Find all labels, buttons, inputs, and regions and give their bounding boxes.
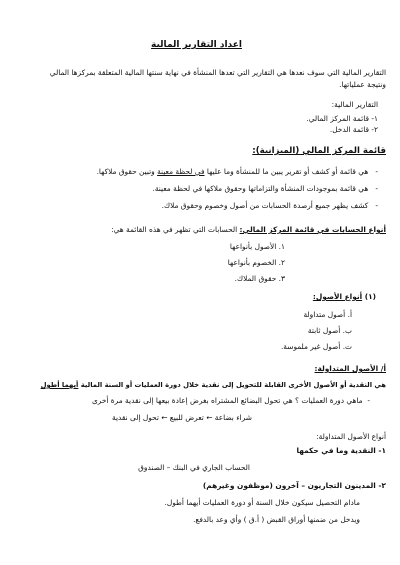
asset-types-title: أنواع الأصول: xyxy=(312,292,363,301)
page-title: اعداد التقارير المالية xyxy=(151,40,242,50)
asset-type-item: أ. أصول متداولة xyxy=(303,310,352,319)
debtors-heading: ٢- المدينون التجاريون – آخرون (موظفون وغيرهم) xyxy=(202,481,386,490)
debtors-line: مادام التحصيل سيكون خلال السنة أو دورة العمليات أيهما أطول. xyxy=(164,498,360,507)
operating-cycle-flow: شراء بضاعة ← تعرض للبيع ← تحول إلى نقدية xyxy=(112,413,252,422)
account-types-heading xyxy=(111,225,386,235)
account-type-item: ١. الأصول بأنواعها xyxy=(229,242,285,251)
asset-type-item: ت. أصول غير ملموسة. xyxy=(280,342,352,351)
bullet-marker: - xyxy=(362,396,370,405)
intro-line-2: ونتيجة عملياتها. xyxy=(339,80,386,89)
cash-detail: الحساب الجاري في البنك – الصندوق xyxy=(138,463,250,472)
bullet-item xyxy=(152,184,378,194)
account-type-item: ٢. الخصوم بأنواعها xyxy=(227,258,285,267)
bullet-marker: - xyxy=(368,167,378,176)
bullet-emphasis: في لحظة معينة xyxy=(157,167,205,176)
bullet-text-end: وتبين حقوق ملاكها. xyxy=(96,167,158,176)
current-assets-types-heading: أنواع الأصول المتداولة: xyxy=(316,432,386,441)
bullet-text: هي قائمة أو كشف أو تقرير يبين ما للمنشأة وما عليها xyxy=(204,167,369,176)
definition-text: هي النقدية أو الأصول الأخرى القابلة للتحويل إلى نقدية خلال دورة العمليات أو السنة المالية xyxy=(78,381,386,389)
balance-sheet-heading: قائمة المركز المالي (الميزانية): xyxy=(252,146,386,156)
cash-heading: ١- النقدية وما في حكمها xyxy=(296,446,386,455)
bullet-text: هي قائمة بموجودات المنشأة والتزاماتها وحقوق ملاكها في لحظة معينة. xyxy=(152,184,369,193)
bullet-marker: - xyxy=(368,184,378,193)
bullet-item xyxy=(97,167,378,177)
intro-line-1: التقارير المالية التي سوف نعدها هي التقارير التي تعدها المنشأة في نهاية سنتها المالية المتعلقة بمركزها المالي xyxy=(49,68,386,77)
account-type-item: ٣. حقوق الملاك. xyxy=(234,274,285,283)
account-types-title: أنواع الحسابات في قائمة المركز المالي: xyxy=(239,225,386,234)
question-text: ماهي دورة العمليات ؟ هي تحول البضائع المشتراه بغرض إعادة بيعها إلى نقدية مرة أخرى xyxy=(91,396,363,405)
debtors-line: ويدخل من ضمنها أوراق القبض ( أ.ق ) وأي وعد بالدفع. xyxy=(193,515,360,524)
bullet-item xyxy=(162,201,378,211)
asset-types-heading xyxy=(313,292,376,302)
asset-type-item: ب. أصول ثابتة xyxy=(307,326,352,335)
bullet-marker: - xyxy=(368,201,378,210)
report-item: ٢- قائمة الدخل. xyxy=(329,125,378,134)
current-assets-heading: أ/ الأصول المتداولة: xyxy=(314,364,386,373)
report-item: ١- قائمة المركز المالي. xyxy=(306,114,378,123)
bullet-text: كشف يظهر جميع أرصدة الحسابات من أصول وخصوم وحقوق ملاك. xyxy=(161,201,369,210)
asset-types-number: (١) xyxy=(362,292,376,301)
account-types-note: الحسابات التي تظهر في هذه القائمة هي: xyxy=(111,225,240,234)
definition-emphasis: أيهما أطول xyxy=(40,381,79,389)
operating-cycle-question xyxy=(92,396,370,406)
current-assets-definition xyxy=(41,380,386,390)
reports-heading: التقارير المالية: xyxy=(331,100,378,109)
